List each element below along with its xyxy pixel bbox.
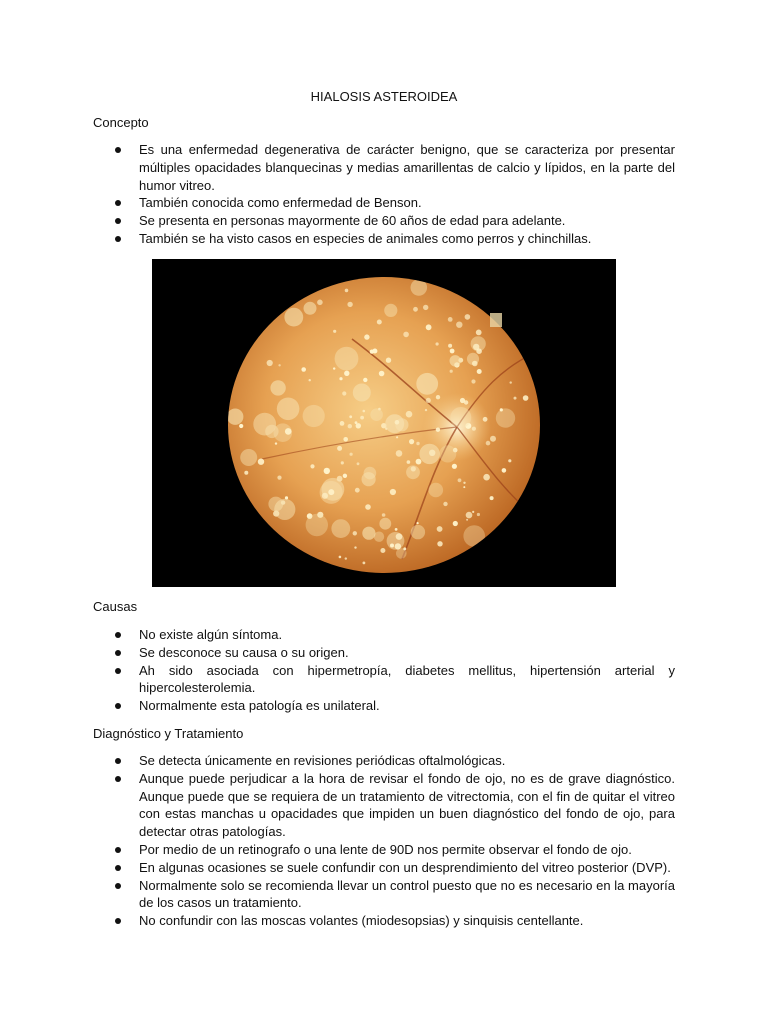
asteroid-body — [335, 347, 359, 371]
list-item-text: Por medio de un retinografo o una lente de 90D nos permite observar el fondo de ojo. — [139, 841, 632, 857]
bullet-icon — [115, 703, 121, 709]
asteroid-body — [364, 334, 369, 339]
asteroid-body — [466, 519, 468, 521]
list-item — [93, 912, 675, 930]
asteroid-body — [353, 531, 357, 535]
asteroid-body — [303, 405, 325, 427]
asteroid-body — [436, 395, 440, 399]
asteroid-body — [456, 322, 462, 328]
list-item — [93, 859, 675, 877]
asteroid-body — [416, 373, 438, 395]
section-heading-diagnostico: Diagnóstico y Tratamiento — [93, 726, 244, 741]
list-item — [93, 770, 675, 841]
asteroid-body — [439, 445, 456, 462]
asteroid-body — [354, 546, 356, 548]
asteroid-body — [306, 514, 328, 536]
asteroid-body — [340, 421, 345, 426]
asteroid-body — [411, 525, 425, 539]
asteroid-body — [416, 459, 422, 465]
bullet-icon — [115, 918, 121, 924]
bullet-icon — [115, 147, 121, 153]
bullet-icon — [115, 847, 121, 853]
asteroid-body — [244, 471, 248, 475]
asteroid-body — [333, 367, 335, 369]
asteroid-body — [328, 489, 334, 495]
asteroid-body — [458, 478, 462, 482]
list-item-text: Normalmente solo se recomienda llevar un control puesto que no es necesario en la mayoría de los casos un tratamiento. — [139, 877, 675, 911]
asteroid-body — [362, 527, 375, 540]
asteroid-body — [419, 444, 439, 464]
bullet-icon — [115, 236, 121, 242]
list-item — [93, 230, 675, 248]
asteroid-body — [417, 522, 419, 524]
asteroid-body — [363, 562, 366, 565]
bullet-list-causas — [93, 626, 675, 715]
asteroid-body — [385, 414, 404, 433]
asteroid-body — [350, 453, 353, 456]
asteroid-body — [490, 436, 496, 442]
asteroid-body — [452, 464, 457, 469]
asteroid-body — [466, 512, 473, 519]
asteroid-body — [396, 533, 403, 540]
asteroid-body — [476, 330, 482, 336]
asteroid-body — [239, 424, 243, 428]
asteroid-body — [510, 381, 512, 383]
asteroid-body — [301, 367, 306, 372]
asteroid-body — [277, 398, 300, 421]
asteroid-body — [343, 474, 347, 478]
asteroid-body — [453, 521, 458, 526]
asteroid-body — [390, 544, 394, 548]
section-heading-causas: Causas — [93, 599, 138, 614]
asteroid-body — [390, 489, 396, 495]
asteroid-body — [429, 483, 444, 498]
asteroid-body — [343, 437, 348, 442]
asteroid-body — [496, 408, 515, 427]
list-item — [93, 194, 675, 212]
list-item-text: No existe algún síntoma. — [139, 627, 283, 642]
asteroid-body — [426, 398, 431, 403]
asteroid-body — [331, 519, 350, 538]
asteroid-body — [380, 548, 385, 553]
asteroid-body — [448, 317, 453, 322]
asteroid-body — [483, 417, 488, 422]
asteroid-body — [460, 398, 465, 403]
asteroid-body — [395, 420, 400, 425]
bullet-icon — [115, 218, 121, 224]
list-item-text: No confundir con las moscas volantes (miodesopsias) y sinquisis centellante. — [139, 913, 584, 929]
list-item-text: Se detecta únicamente en revisiones periódicas oftalmológicas. — [139, 753, 506, 768]
asteroid-body — [395, 528, 398, 531]
asteroid-body — [436, 342, 439, 345]
asteroid-body — [345, 557, 347, 559]
list-item-text: Se presenta en personas mayormente de 60 años de edad para adelante. — [139, 213, 566, 229]
asteroid-body — [450, 370, 453, 373]
asteroid-body — [374, 532, 384, 542]
asteroid-body — [450, 349, 455, 354]
list-item-text: También conocida como enfermedad de Benson. — [139, 195, 422, 211]
list-item-text: Se desconoce su causa o su origen. — [139, 644, 349, 660]
list-item — [93, 626, 675, 644]
asteroid-body — [463, 486, 465, 488]
asteroid-body — [384, 304, 397, 317]
fundus-image — [152, 259, 616, 587]
asteroid-body — [403, 332, 409, 338]
list-item-text: En algunas ocasiones se suele confundir con un desprendimiento del vitreo posterior (DVP). — [139, 859, 671, 875]
list-item-text: Normalmente esta patología es unilateral. — [139, 698, 380, 714]
asteroid-body — [353, 384, 371, 402]
list-item — [93, 644, 675, 662]
asteroid-body — [463, 482, 465, 484]
asteroid-body — [463, 525, 485, 547]
asteroid-body — [348, 424, 352, 428]
asteroid-body — [347, 302, 352, 307]
list-item-text: Aunque puede perjudicar a la hora de revisar el fondo de ojo, no es de grave diagnóstico. Aunque puede que se requiera de un tratamiento de vitrectomia, con el fin de quitar el vitreo con estas manchas u opacidades que impiden un buen diagnóstico del fondo de ojo, para detectar otras patologías. — [139, 770, 675, 840]
asteroid-body — [337, 446, 342, 451]
asteroid-body — [514, 397, 517, 400]
list-item — [93, 697, 675, 715]
asteroid-body — [508, 459, 511, 462]
asteroid-body — [317, 300, 323, 306]
asteroid-body — [403, 547, 406, 550]
fundus-notch — [490, 313, 502, 327]
asteroid-body — [502, 468, 507, 473]
asteroid-body — [472, 511, 474, 513]
asteroid-body — [477, 513, 480, 516]
list-item — [93, 752, 675, 770]
asteroid-body — [310, 464, 314, 468]
asteroid-body — [278, 364, 280, 366]
list-item — [93, 877, 675, 913]
asteroid-body — [523, 395, 529, 401]
asteroid-body — [344, 371, 349, 376]
bullet-icon — [115, 650, 121, 656]
list-item — [93, 841, 675, 859]
asteroid-body — [365, 504, 371, 510]
asteroid-body — [396, 450, 403, 457]
asteroid-body — [472, 427, 476, 431]
asteroid-body — [386, 358, 391, 363]
bullet-icon — [115, 200, 121, 206]
asteroid-body — [406, 411, 413, 418]
asteroid-body — [240, 449, 257, 466]
asteroid-body — [437, 541, 442, 546]
asteroid-body — [448, 344, 452, 348]
bullet-icon — [115, 668, 121, 674]
list-item — [93, 141, 675, 194]
bullet-list-diagnostico — [93, 752, 675, 930]
asteroid-body — [443, 502, 447, 506]
asteroid-body — [277, 476, 281, 480]
asteroid-body — [465, 314, 471, 320]
asteroid-body — [425, 409, 427, 411]
asteroid-body — [426, 324, 432, 330]
asteroid-body — [284, 308, 303, 327]
asteroid-body — [450, 407, 471, 428]
asteroid-body — [363, 410, 366, 413]
asteroid-body — [275, 442, 277, 444]
asteroid-body — [483, 474, 490, 481]
asteroid-body — [471, 379, 475, 383]
asteroid-body — [490, 496, 494, 500]
asteroid-body — [362, 472, 376, 486]
list-item — [93, 212, 675, 230]
asteroid-body — [370, 350, 374, 354]
asteroid-body — [356, 423, 361, 428]
asteroid-body — [396, 436, 398, 438]
asteroid-body — [486, 441, 491, 446]
asteroid-body — [423, 305, 428, 310]
asteroid-body — [322, 493, 328, 499]
asteroid-body — [270, 380, 285, 395]
asteroid-body — [339, 556, 342, 559]
asteroid-body — [355, 488, 360, 493]
asteroid-body — [395, 543, 401, 549]
asteroid-body — [267, 360, 273, 366]
list-item-text: Ah sido asociada con hipermetropía, diabetes mellitus, hipertensión arterial y hipercolesterolemia. — [139, 662, 675, 696]
bullet-icon — [115, 632, 121, 638]
asteroid-body — [339, 377, 342, 380]
asteroid-body — [411, 279, 428, 296]
asteroid-body — [227, 409, 243, 425]
asteroid-body — [407, 460, 411, 464]
asteroid-body — [341, 461, 344, 464]
asteroid-body — [304, 302, 317, 315]
asteroid-body — [437, 526, 443, 532]
asteroid-body — [382, 513, 386, 517]
asteroid-body — [309, 379, 311, 381]
asteroid-body — [473, 344, 479, 350]
asteroid-body — [342, 391, 346, 395]
bullet-icon — [115, 865, 121, 871]
asteroid-body — [477, 369, 482, 374]
asteroid-body — [258, 459, 264, 465]
document-title: HIALOSIS ASTEROIDEA — [310, 89, 458, 104]
asteroid-body — [379, 371, 385, 377]
asteroid-body — [379, 518, 391, 530]
asteroid-body — [274, 499, 295, 520]
bullet-icon — [115, 776, 121, 782]
list-item — [93, 662, 675, 698]
section-heading-concepto: Concepto — [93, 115, 149, 130]
asteroid-body — [285, 428, 292, 435]
asteroid-body — [436, 428, 440, 432]
asteroid-body — [333, 330, 336, 333]
asteroid-body — [377, 320, 382, 325]
asteroid-body — [253, 413, 276, 436]
asteroid-body — [411, 466, 416, 471]
asteroid-body — [357, 462, 360, 465]
bullet-icon — [115, 758, 121, 764]
asteroid-body — [360, 416, 364, 420]
fundus-photograph — [152, 259, 616, 587]
bullet-list-concepto — [93, 141, 675, 248]
asteroid-body — [472, 361, 478, 367]
asteroid-body — [416, 442, 419, 445]
list-item-text: Es una enfermedad degenerativa de carácter benigno, que se caracteriza por presentar múltiples opacidades blanquecinas y medias amarillentas de calcio y lípidos, en la parte del humor vitreo. — [139, 142, 675, 193]
asteroid-body — [324, 468, 330, 474]
asteroid-body — [450, 355, 461, 366]
asteroid-body — [363, 378, 367, 382]
asteroid-body — [370, 408, 383, 421]
asteroid-body — [345, 289, 349, 293]
asteroid-body — [409, 439, 414, 444]
bullet-icon — [115, 883, 121, 889]
asteroid-body — [413, 307, 418, 312]
asteroid-body — [349, 415, 352, 418]
list-item-text: También se ha visto casos en especies de animales como perros y chinchillas. — [139, 230, 592, 246]
asteroid-body — [500, 408, 503, 411]
